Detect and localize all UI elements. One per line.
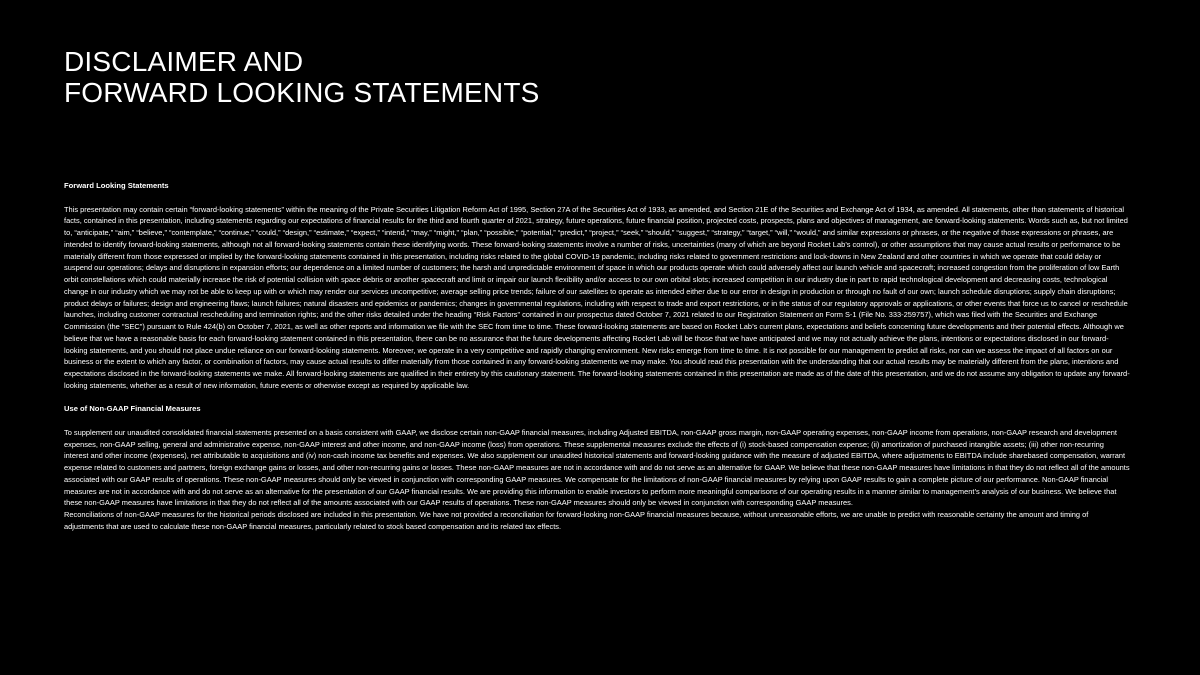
section-heading-forward-looking: Forward Looking Statements (64, 181, 169, 190)
non-gaap-paragraph: To supplement our unaudited consolidated financial statements presented on a basis consistent with GAAP, we disclose certain non-GAAP financial measures, including Adjusted EBITDA, non-GAAP gross margin, non-GAAP operating expenses, non-GAAP income from operations, non-GAAP research and development expenses, non-GAAP selling, general and administrative expense, non-GAAP interest and other income, and non-GAAP income (loss) from operations. These supplemental measures exclude the effects of (i) stock-based compensation expense; (ii) amortization of purchased intangible assets; (iii) other non-recurring interest and other income (expenses), net attributable to acquisitions and (iv) non-cash income tax benefits and expenses. We also supplement our unaudited historical statements and forward-looking guidance with the measure of adjusted EBITDA, where adjustments to EBITDA include sharebased compensation, warrant expense related to customers and partners, foreign exchange gains or losses, and other non-recurring gains or losses. These non-GAAP measures are not in accordance with and do not serve as an alternative for GAAP. We believe that these non-GAAP measures have limitations in that they do not reflect all of the amounts associated with our GAAP results of operations. These non-GAAP measures should only be viewed in conjunction with corresponding GAAP measures. We compensate for the limitations of non-GAAP financial measures by relying upon GAAP results to gain a complete picture of our performance. Non-GAAP financial measures are not in accordance with and do not serve as an alternative for the presentation of our GAAP financial results. We are providing this information to enable investors to perform more meaningful comparisons of our operating results in a manner similar to management’s analysis of our business. We believe that these non-GAAP measures have limitations in that they do not reflect all of the amounts associated with our GAAP results of operations. These non-GAAP measures should only be viewed in conjunction with corresponding GAAP measures. (64, 427, 1130, 508)
spacer (64, 192, 1130, 204)
spacer (64, 415, 1130, 427)
spacer (64, 392, 1130, 404)
page-title (64, 46, 1064, 108)
disclaimer-body (64, 180, 1130, 533)
title-line-2: FORWARD LOOKING STATEMENTS (64, 77, 540, 108)
reconciliation-paragraph: Reconciliations of non-GAAP measures for the historical periods disclosed are included in this presentation. We have not provided a reconciliation for forward-looking non-GAAP financial measures because, without unreasonable efforts, we are unable to predict with reasonable certainty the amount and timing of adjustments that are used to calculate these non-GAAP financial measures, particularly related to stock based compensation and its related tax effects. (64, 510, 1089, 531)
title-line-1: DISCLAIMER AND (64, 46, 304, 77)
section-heading-non-gaap: Use of Non-GAAP Financial Measures (64, 404, 201, 414)
forward-looking-paragraph: This presentation may contain certain “forward-looking statements” within the meaning of the Private Securities Litigation Reform Act of 1995, Section 27A of the Securities Act of 1933, as amended, and Section 21E of the Securities and Exchange Act of 1934, as amended. All statements, other than statements of historical facts, contained in this presentation, including statements regarding our expectations of financial results for the third and fourth quarter of 2021, strategy, future operations, future financial position, projected costs, prospects, plans and objectives of management, are forward-looking statements. Words such as, but not limited to, “anticipate,” “aim,” “believe,” “contemplate,” “continue,” “could,” “design,” “estimate,” “expect,” “intend,” “may,” “might,” “plan,” “possible,” “potential,” “predict,” “project,” “seek,” “should,” “suggest,” “strategy,” “target,” “will,” “would,” and similar expressions or phrases, or the negative of those expressions or phrases, are intended to identify forward-looking statements, although not all forward-looking statements contain these identifying words. These forward-looking statements involve a number of risks, uncertainties (many of which are beyond Rocket Lab’s control), or other assumptions that may cause actual results or performance to be materially different from those expressed or implied by the forward-looking statements contained in this presentation, including risks related to the global COVID-19 pandemic, including risks related to government restrictions and lock-downs in New Zealand and other countries in which we operate that could delay or suspend our operations; delays and disruptions in expansion efforts; our dependence on a limited number of customers; the harsh and unpredictable environment of space in which our products operate which could adversely affect our launch vehicle and spacecraft; increased congestion from the proliferation of low Earth orbit constellations which could materially increase the risk of potential collision with space debris or another spacecraft and limit or impair our launch flexibility and/or access to our own orbital slots; increased competition in our industry due in part to rapid technological development and decreasing costs, technological change in our industry which we may not be able to keep up with or which may render our services uncompetitive; average selling price trends; failure of our satellites to operate as intended either due to our error in design in production or through no fault of our own; launch schedule disruptions; supply chain disruptions; product delays or failures; design and engineering flaws; launch failures; natural disasters and epidemics or pandemics; changes in governmental regulations, including with respect to trade and export restrictions, or in the status of our regulatory approvals or applications, or other events that force us to cancel or reschedule launches, including customer contractual rescheduling and termination rights; and the other risks detailed under the heading “Risk Factors” contained in our prospectus dated October 7, 2021 related to our Registration Statement on Form S-1 (File No. 333-259757), which was filed with the Securities and Exchange Commission (the "SEC") pursuant to Rule 424(b) on October 7, 2021, as well as other reports and information we file with the SEC from time to time. These forward-looking statements are based on Rocket Lab’s current plans, expectations and beliefs concerning future developments and their potential effects. Although we believe that we have a reasonable basis for each forward-looking statement contained in this presentation, there can be no assurance that the future developments affecting Rocket Lab will be those that we have anticipated and we may not actually achieve the plans, intentions or expectations disclosed in our forward-looking statements, and you should not place undue reliance on our forward-looking statements. Moreover, we operate in a very competitive and rapidly changing environment. New risks emerge from time to time. It is not possible for our management to predict all risks, nor can we assess the impact of all factors on our business or the extent to which any factor, or combination of factors, may cause actual results to differ materially from those contained in any forward-looking statements we may make. You should read this presentation with the understanding that our actual results may be materially different from the plans, intentions and expectations disclosed in the forward-looking statements we make. All forward-looking statements are qualified in their entirety by this cautionary statement. The forward-looking statements contained in this presentation are made as of the date of this presentation, and we do not assume any obligation to update any forward-looking statements, whether as a result of new information, future events or otherwise except as required by applicable law. (64, 204, 1130, 390)
